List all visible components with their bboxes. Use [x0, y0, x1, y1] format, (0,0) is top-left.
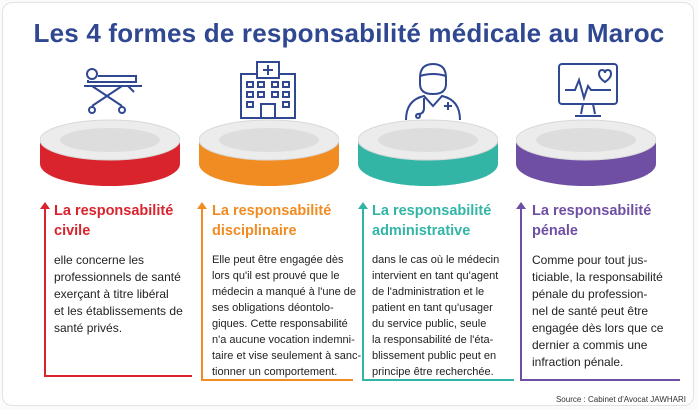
- civil-title: [54, 201, 173, 241]
- penal-body-line: Comme pour tout jus-: [532, 253, 648, 267]
- administrative-body-line: blissement public peut en: [372, 350, 497, 362]
- penal-body-line: infraction pénale.: [532, 355, 624, 369]
- penal-body-line: pénale du profession-: [532, 287, 648, 301]
- heart-monitor-icon: [553, 60, 623, 120]
- administrative-body-line: patient en tant qu'usager: [372, 302, 493, 314]
- civil-body: [54, 252, 183, 337]
- civil-body-line: professionnels de santé: [54, 270, 181, 284]
- civil-body-line: exerçant à titre libéral: [54, 287, 169, 301]
- disciplinary-body-line: médecin a manqué à l'une de: [212, 286, 356, 298]
- civil-body-line: elle concerne les: [54, 253, 145, 267]
- penal-body-line: dernier a commis une: [532, 338, 648, 352]
- disciplinary-body-line: Elle peut être engagée dès: [212, 254, 344, 266]
- penal-body-line: nel de santé peut être: [532, 304, 649, 318]
- disciplinary-body-line: giques. Cette responsabilité: [212, 318, 348, 330]
- source-note: Source : Cabinet d'Avocat JAWHARI: [555, 395, 686, 404]
- disciplinary-arrow: [201, 208, 203, 380]
- civil-body-line: santé privés.: [54, 321, 123, 335]
- civil-body-line: et les établissements de: [54, 304, 183, 318]
- penal-title: [532, 201, 651, 241]
- penal-arrow: [520, 208, 522, 380]
- orange-disc: [199, 118, 339, 198]
- penal-title-line: pénale: [532, 223, 578, 239]
- administrative-body-line: la responsabilité de l'éta-: [372, 334, 494, 346]
- administrative-body-line: dans le cas où le médecin: [372, 254, 500, 266]
- stretcher-icon: [78, 60, 148, 120]
- civil-title-line: civile: [54, 223, 91, 239]
- disciplinary-body-line: ses obligations déontolo-: [212, 302, 334, 314]
- disciplinary-body-line: n'a aucune vocation indemni-: [212, 334, 355, 346]
- administrative-title-line: administrative: [372, 223, 471, 239]
- page-title: Les 4 formes de responsabilité médicale au Maroc: [33, 18, 665, 48]
- hospital-icon: [233, 60, 303, 120]
- penal-baseline: [520, 379, 680, 381]
- penal-body-line: engagée dès lors que ce: [532, 321, 664, 335]
- administrative-body-line: de l'administration et le: [372, 286, 485, 298]
- administrative-body-line: intervient en tant qu'agent: [372, 270, 499, 282]
- disciplinary-body: [212, 252, 361, 380]
- administrative-arrow: [362, 208, 364, 380]
- administrative-title-line: La responsabilité: [372, 203, 492, 219]
- disciplinary-title-line: disciplinaire: [212, 223, 297, 239]
- purple-disc: [516, 118, 656, 198]
- civil-title-line: La responsabilité: [54, 203, 174, 219]
- penal-title-line: La responsabilité: [532, 203, 652, 219]
- administrative-body-line: du service public, seule: [372, 318, 487, 330]
- disciplinary-title-line: La responsabilité: [212, 203, 332, 219]
- penal-body: [532, 252, 663, 371]
- doctor-icon: [398, 60, 468, 120]
- teal-disc: [358, 118, 498, 198]
- penal-body-line: ticiable, la responsabilité: [532, 270, 663, 284]
- red-disc: [40, 118, 180, 198]
- administrative-body-line: principe être recherchée.: [372, 366, 494, 378]
- disciplinary-body-line: lors qu'il est prouvé que le: [212, 270, 340, 282]
- civil-baseline: [44, 375, 192, 377]
- disciplinary-body-line: tionner un comportement.: [212, 366, 338, 378]
- disciplinary-body-line: taire et vise seulement à sanc-: [212, 350, 362, 362]
- disciplinary-title: [212, 201, 331, 241]
- administrative-title: [372, 201, 491, 241]
- civil-arrow: [44, 208, 46, 376]
- administrative-body: [372, 252, 499, 380]
